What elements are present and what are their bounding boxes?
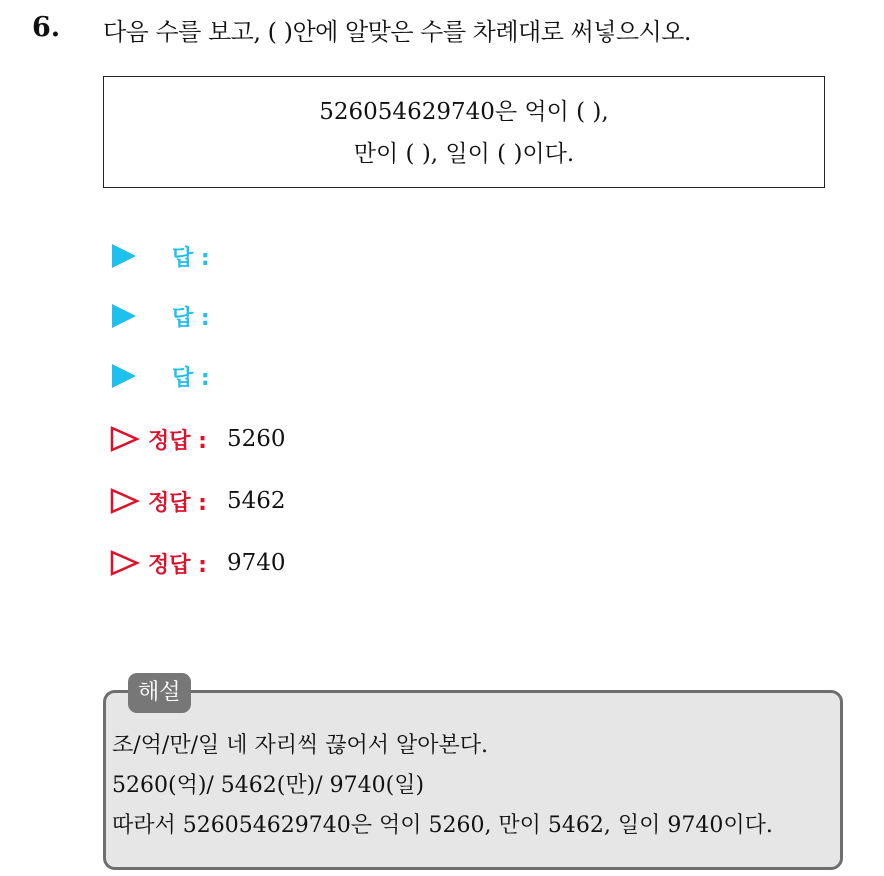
question-number: 6. <box>32 12 61 43</box>
outline-triangle-icon <box>110 488 140 514</box>
explanation-line-3: 따라서 526054629740은 억이 5260, 만이 5462, 일이 9740이다. <box>112 813 773 838</box>
answer-label: 답 : <box>172 245 210 271</box>
answer-row <box>110 356 210 396</box>
correct-answer-row <box>110 419 286 459</box>
correct-answer-row <box>110 543 286 583</box>
correct-answer-label: 정답 : <box>148 490 207 516</box>
filled-triangle-icon <box>112 244 136 268</box>
correct-answer-value: 5260 <box>226 426 286 452</box>
correct-answer-value: 9740 <box>226 550 286 576</box>
correct-answer-value: 5462 <box>226 488 286 514</box>
filled-triangle-icon <box>112 364 136 388</box>
filled-triangle-icon <box>112 304 136 328</box>
explanation-tag: 해설 <box>128 673 191 713</box>
explanation-line-2: 5260(억)/ 5462(만)/ 9740(일) <box>112 773 425 798</box>
answer-label: 답 : <box>172 305 210 331</box>
correct-answer-label: 정답 : <box>148 552 207 578</box>
answer-row <box>110 296 210 336</box>
outline-triangle-icon <box>110 426 140 452</box>
correct-answer-label: 정답 : <box>148 428 207 454</box>
answer-label: 답 : <box>172 365 210 391</box>
correct-answer-row <box>110 481 286 521</box>
answer-row <box>110 236 210 276</box>
question-prompt: 다음 수를 보고, ( )안에 알맞은 수를 차례대로 써넣으시오. <box>103 18 692 46</box>
problem-line-2: 만이 ( ), 일이 ( )이다. <box>353 141 575 167</box>
problem-box <box>103 76 825 188</box>
problem-line-1: 526054629740은 억이 ( ), <box>319 99 609 125</box>
outline-triangle-icon <box>110 550 140 576</box>
explanation-line-1: 조/억/만/일 네 자리씩 끊어서 알아본다. <box>112 733 488 758</box>
